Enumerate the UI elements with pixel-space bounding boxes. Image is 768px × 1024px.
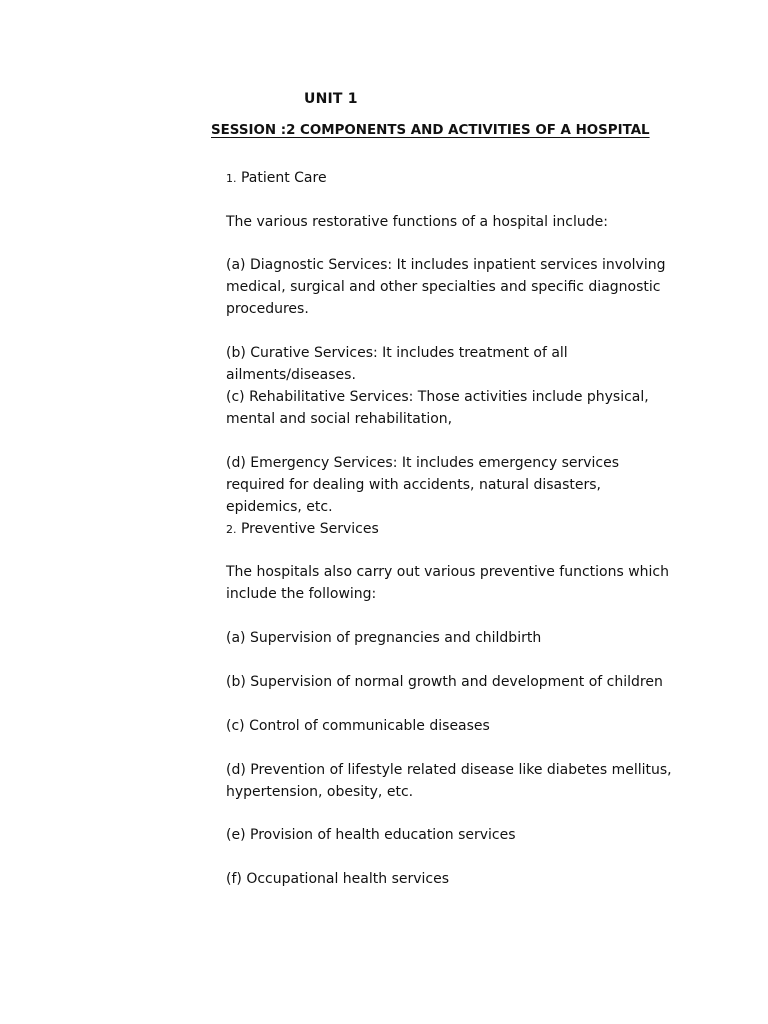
list-item [226, 715, 676, 737]
list-item [226, 627, 676, 649]
item-label: (d) [226, 762, 246, 778]
item-label: (d) [226, 455, 246, 471]
section-1-title: Patient Care [240, 170, 327, 186]
item-text: Control of communicable diseases [249, 718, 490, 734]
section-1-heading [226, 167, 676, 190]
item-label: (e) [226, 827, 246, 843]
list-item [226, 254, 676, 320]
item-label: (c) [226, 718, 245, 734]
unit-heading: UNIT 1 [304, 91, 358, 107]
section-2-intro: The hospitals also carry out various preventive functions which include the following: [226, 564, 669, 602]
section-2-heading [226, 518, 676, 541]
item-text: Rehabilitative Services: Those activities include physical, mental and social rehabilitation, [226, 389, 649, 427]
item-text: Provision of health education services [250, 827, 516, 843]
item-text: Curative Services: It includes treatment of all ailments/diseases. [226, 345, 568, 383]
item-text: Emergency Services: It includes emergency services required for dealing with accidents, natural disasters, epidemics, etc. [226, 455, 620, 515]
item-label: (a) [226, 630, 246, 646]
item-text: Occupational health services [246, 871, 450, 887]
item-text: Prevention of lifestyle related disease like diabetes mellitus, hypertension, obesity, etc. [226, 762, 672, 800]
list-item [226, 671, 676, 693]
list-item [226, 824, 676, 846]
list-item [226, 868, 676, 890]
section-2-title: Preventive Services [240, 521, 379, 537]
item-label: (b) [226, 345, 246, 361]
item-label: (c) [226, 389, 245, 405]
item-label: (f) [226, 871, 242, 887]
item-text: Diagnostic Services: It includes inpatient services involving medical, surgical and other specialties and specific diagnostic procedures. [226, 257, 666, 317]
item-label: (a) [226, 257, 246, 273]
list-item [226, 342, 676, 386]
item-text: Supervision of normal growth and development of children [250, 674, 663, 690]
list-item [226, 759, 676, 803]
list-item [226, 386, 676, 430]
item-text: Supervision of pregnancies and childbirth [249, 630, 542, 646]
session-heading: SESSION :2 COMPONENTS AND ACTIVITIES OF A HOSPITAL [211, 123, 650, 138]
section-1-intro: The various restorative functions of a hospital include: [226, 214, 608, 230]
list-item [226, 452, 676, 518]
section-2-number: 2. [226, 523, 237, 536]
item-label: (b) [226, 674, 246, 690]
section-1-number: 1. [226, 172, 237, 185]
